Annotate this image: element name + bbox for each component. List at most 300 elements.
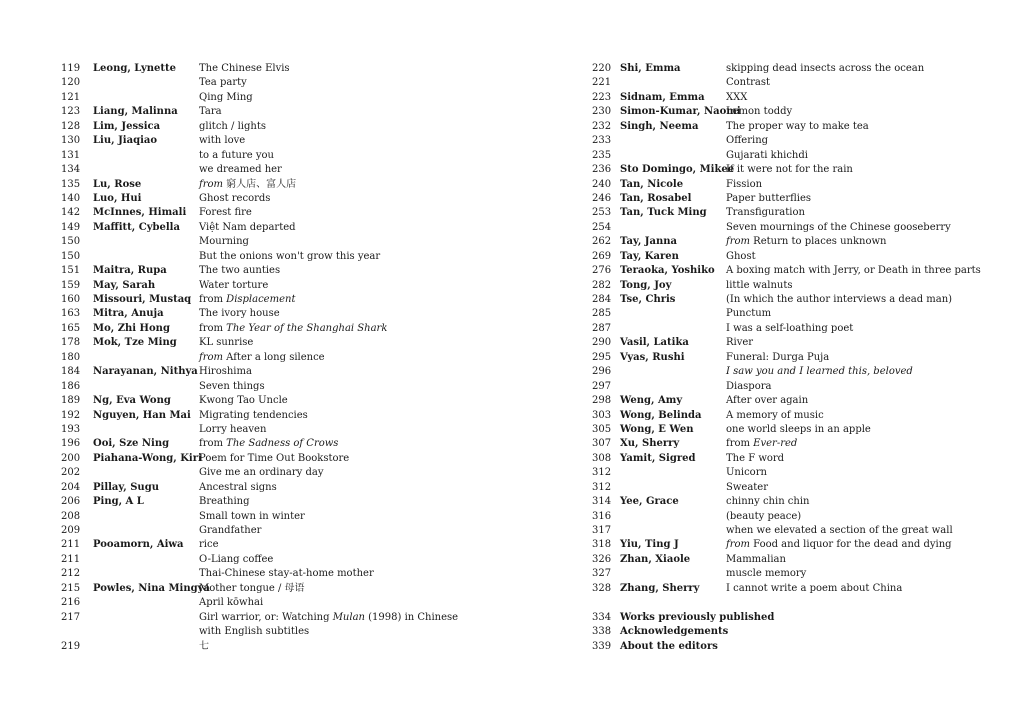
author-name: Acknowledgements: [620, 626, 729, 638]
author-name: Weng, Amy: [620, 395, 683, 407]
contents-row: [592, 567, 1012, 581]
contents-row: [592, 264, 1012, 278]
page-number: 296: [592, 366, 612, 378]
title-segment: After a long silence: [226, 351, 325, 363]
author-name: Vasil, Latika: [620, 337, 689, 349]
title-segment: Ghost: [726, 250, 756, 262]
poem-title: [726, 409, 824, 423]
page-number: 208: [61, 510, 81, 522]
author-name: Narayanan, Nithya: [93, 366, 198, 378]
poem-title: [199, 452, 349, 466]
page-number: 200: [61, 452, 81, 464]
page-number: 220: [592, 63, 612, 74]
poem-title: [199, 163, 282, 177]
poem-title: [199, 178, 296, 192]
poem-title: [726, 481, 768, 495]
title-segment: Mammalian: [726, 553, 786, 565]
poem-title: [199, 120, 266, 134]
author-name: Tan, Nicole: [620, 178, 684, 190]
author-name: Liu, Jiaqiao: [93, 135, 158, 147]
poem-title: [726, 178, 762, 192]
title-segment: Offering: [726, 135, 769, 147]
poem-title: [199, 495, 250, 509]
title-segment: Migrating tendencies: [199, 409, 308, 421]
contents-row: [61, 91, 481, 105]
author-name: Xu, Sherry: [620, 438, 680, 450]
title-segment: muscle memory: [726, 568, 807, 580]
page-number: 120: [61, 77, 81, 89]
title-segment: (1998) in Chinese: [364, 611, 459, 623]
page-number: 327: [592, 568, 612, 580]
page-number: 140: [61, 192, 81, 204]
page-number: 216: [61, 597, 81, 609]
contents-row: [61, 293, 481, 307]
author-name: Ooi, Sze Ning: [93, 438, 170, 450]
author-name: Singh, Neema: [620, 120, 699, 132]
contents-row: [592, 149, 1012, 163]
title-segment: Funeral: Durga Puja: [726, 351, 830, 363]
contents-row: [61, 322, 481, 336]
author-name: Mitra, Anuja: [93, 308, 164, 320]
contents-row: [592, 206, 1012, 220]
page-number: 284: [592, 294, 612, 305]
page-number: 290: [592, 337, 612, 349]
author-name: Nguyen, Han Mai: [93, 409, 191, 421]
page-number: 328: [592, 582, 612, 594]
poem-title: [726, 307, 771, 321]
page-number: 240: [592, 178, 612, 190]
page-number: 149: [61, 221, 81, 233]
title-segment: O-Liang coffee: [199, 553, 274, 565]
title-segment: 七: [199, 640, 209, 652]
contents-row: [592, 538, 1012, 552]
contents-row: [61, 596, 481, 610]
poem-title: [199, 538, 219, 552]
poem-title: [726, 163, 853, 177]
contents-row: [61, 611, 481, 625]
poem-title: [726, 538, 952, 552]
poem-title: [199, 394, 288, 408]
title-segment: Ghost records: [199, 192, 271, 204]
title-segment: from: [726, 539, 754, 551]
title-segment: River: [726, 337, 754, 349]
title-segment: from: [199, 351, 227, 363]
contents-row: [592, 380, 1012, 394]
page-number: 211: [61, 553, 81, 565]
poem-title: [726, 423, 871, 437]
contents-row: [592, 611, 1012, 625]
author-name: Tong, Joy: [620, 279, 672, 291]
page-number: 178: [61, 337, 81, 349]
contents-row: [61, 250, 481, 264]
title-segment: from: [726, 236, 754, 248]
contents-row: [592, 250, 1012, 264]
contents-row: [592, 91, 1012, 105]
poem-title: [199, 553, 273, 567]
poem-title: [199, 625, 309, 639]
contents-row: [592, 510, 1012, 524]
page-number: 223: [592, 91, 612, 103]
title-segment: Girl warrior, or: Watching: [199, 611, 333, 623]
title-segment: Return to places unknown: [753, 236, 887, 248]
contents-row: [61, 192, 481, 206]
title-segment: Fission: [726, 178, 763, 190]
page-number: 314: [592, 496, 612, 508]
contents-row: [61, 380, 481, 394]
page-number: 184: [61, 366, 81, 378]
contents-row: [61, 134, 481, 148]
page-number: 202: [61, 467, 81, 479]
page-number: 253: [592, 207, 612, 219]
author-name: Zhan, Xiaole: [620, 553, 691, 565]
page-number: 254: [592, 221, 612, 233]
title-segment: Give me an ordinary day: [199, 467, 324, 479]
poem-title: [199, 380, 265, 394]
author-name: Leong, Lynette: [93, 63, 177, 74]
title-segment: one world sleeps in an apple: [726, 423, 871, 435]
title-segment: rice: [199, 539, 219, 551]
poem-title: [199, 62, 290, 76]
title-segment: I cannot write a poem about China: [726, 582, 903, 594]
title-segment: skipping dead insects across the ocean: [726, 63, 925, 74]
author-name: Simon-Kumar, Naomi: [620, 106, 741, 118]
page-number: 316: [592, 510, 612, 522]
poem-title: [726, 553, 786, 567]
poem-title: [199, 466, 324, 480]
title-segment: Grandfather: [199, 525, 262, 536]
poem-title: [199, 336, 253, 350]
page-number: 180: [61, 351, 81, 363]
title-segment: Breathing: [199, 496, 250, 508]
contents-row: [592, 466, 1012, 480]
title-segment: little walnuts: [726, 279, 793, 291]
title-segment: Forest fire: [199, 207, 252, 219]
page-number: 307: [592, 438, 612, 450]
title-segment: If it were not for the rain: [726, 164, 853, 176]
page-number: 334: [592, 611, 612, 623]
poem-title: [199, 307, 280, 321]
page-number: 282: [592, 279, 612, 291]
contents-row: [61, 553, 481, 567]
poem-title: [199, 351, 325, 365]
author-name: Maffitt, Cybella: [93, 221, 180, 233]
contents-row: [61, 365, 481, 379]
contents-row: [61, 178, 481, 192]
title-segment: I was a self-loathing poet: [726, 322, 854, 334]
title-segment: Ancestral signs: [199, 481, 277, 493]
contents-row: [61, 221, 481, 235]
title-segment: to a future you: [199, 149, 274, 161]
contents-row: [592, 221, 1012, 235]
poem-title: [199, 582, 305, 596]
page-number: 128: [61, 120, 81, 132]
author-name: Piahana-Wong, Kiri: [93, 452, 202, 464]
poem-title: [726, 250, 756, 264]
poem-title: [199, 206, 252, 220]
title-segment: Mourning: [199, 236, 249, 248]
page-number: 236: [592, 164, 612, 176]
title-segment: Kwong Tao Uncle: [199, 395, 288, 407]
author-name: Tse, Chris: [620, 294, 676, 305]
author-name: McInnes, Himali: [93, 207, 187, 219]
title-segment: After over again: [726, 395, 809, 407]
author-name: Tay, Karen: [620, 250, 679, 262]
page-number: 246: [592, 192, 612, 204]
poem-title: [199, 105, 222, 119]
page-number: 130: [61, 135, 81, 147]
page-number: 215: [61, 582, 81, 594]
poem-title: [726, 495, 810, 509]
page-number: 219: [61, 640, 81, 652]
poem-title: [199, 423, 266, 437]
contents-row: [61, 279, 481, 293]
page-number: 186: [61, 380, 81, 392]
page-number: 150: [61, 236, 81, 248]
page-number: 142: [61, 207, 81, 219]
title-segment: from: [199, 322, 227, 334]
poem-title: [726, 105, 792, 119]
poem-title: [199, 640, 209, 654]
poem-title: [726, 134, 768, 148]
contents-row: [592, 553, 1012, 567]
author-name: Yee, Grace: [620, 496, 679, 508]
page-number: 211: [61, 539, 81, 551]
page-number: 196: [61, 438, 81, 450]
page-number: 131: [61, 149, 81, 161]
contents-row: [61, 120, 481, 134]
contents-row: [592, 625, 1012, 639]
page-number: 163: [61, 308, 81, 320]
author-name: Mok, Tze Ming: [93, 337, 177, 349]
contents-row: [592, 351, 1012, 365]
contents-row: [61, 538, 481, 552]
poem-title: [199, 567, 374, 581]
author-name: Shi, Emma: [620, 63, 681, 74]
page-number: 318: [592, 539, 612, 551]
title-segment: Sweater: [726, 481, 769, 493]
contents-row: [592, 163, 1012, 177]
author-name: Mo, Zhi Hong: [93, 322, 170, 334]
contents-row: [592, 336, 1012, 350]
poem-title: [199, 91, 253, 105]
poem-title: [726, 510, 801, 524]
page-number: 230: [592, 106, 612, 118]
title-segment: Qing Ming: [199, 91, 253, 103]
poem-title: [726, 351, 829, 365]
poem-title: [199, 293, 295, 307]
poem-title: [726, 365, 913, 379]
title-segment: glitch / lights: [199, 120, 266, 132]
author-name: Liang, Malinna: [93, 106, 178, 118]
page-number: 206: [61, 496, 81, 508]
author-name: Wong, E Wen: [620, 423, 694, 435]
poem-title: [199, 192, 270, 206]
title-segment: April kōwhai: [199, 597, 264, 609]
author-name: Ping, A L: [93, 496, 144, 508]
title-segment: Hiroshima: [199, 366, 252, 378]
contents-row: [61, 409, 481, 423]
page-number: 209: [61, 525, 81, 536]
page-number: 312: [592, 481, 612, 493]
contents-row: [61, 351, 481, 365]
contents-row: [592, 365, 1012, 379]
contents-row: [592, 178, 1012, 192]
title-segment: KL sunrise: [199, 337, 254, 349]
title-segment: Tara: [199, 106, 222, 118]
poem-title: [726, 394, 808, 408]
title-segment: Việt Nam departed: [199, 221, 296, 233]
page-number: 297: [592, 380, 612, 392]
title-segment: from: [199, 294, 227, 305]
title-segment: (beauty peace): [726, 510, 802, 522]
page-number: 326: [592, 553, 612, 565]
title-segment: The Year of the Shanghai Shark: [226, 322, 388, 334]
author-name: Vyas, Rushi: [620, 351, 685, 363]
poem-title: [726, 279, 792, 293]
page-number: 192: [61, 409, 81, 421]
contents-row: [61, 481, 481, 495]
poem-title: [726, 524, 953, 538]
title-segment: we dreamed her: [199, 164, 282, 176]
page-number: 123: [61, 106, 81, 118]
author-name: Yamit, Sigred: [620, 452, 696, 464]
poem-title: [726, 567, 806, 581]
contents-row: [61, 510, 481, 524]
contents-row: [61, 640, 481, 654]
poem-title: [726, 336, 753, 350]
contents-row: [61, 264, 481, 278]
author-name: Luo, Hui: [93, 192, 142, 204]
left-page-contents: [61, 62, 481, 654]
title-segment: Transfiguration: [726, 207, 805, 219]
contents-row: [592, 437, 1012, 451]
author-name: Maitra, Rupa: [93, 265, 167, 277]
page-number: 189: [61, 395, 81, 407]
author-name: Zhang, Sherry: [620, 582, 700, 594]
poem-title: [726, 293, 952, 307]
title-segment: Tea party: [199, 77, 247, 89]
poem-title: [199, 322, 387, 336]
title-segment: The proper way to make tea: [726, 120, 869, 132]
page-number: 339: [592, 640, 612, 652]
title-segment: (In which the author interviews a dead man): [726, 294, 953, 305]
contents-row: [592, 192, 1012, 206]
poem-title: [726, 380, 771, 394]
title-segment: Punctum: [726, 308, 772, 320]
contents-row: [592, 394, 1012, 408]
page-number: 295: [592, 351, 612, 363]
title-segment: The ivory house: [199, 308, 280, 320]
page-number: 165: [61, 322, 81, 334]
contents-row: [592, 640, 1012, 654]
contents-row: [61, 495, 481, 509]
author-name: Wong, Belinda: [620, 409, 702, 421]
contents-row: [61, 149, 481, 163]
contents-row: [592, 279, 1012, 293]
poem-title: [199, 437, 338, 451]
poem-title: [726, 322, 853, 336]
contents-row: [61, 76, 481, 90]
poem-title: [726, 264, 981, 278]
title-segment: Poem for Time Out Bookstore: [199, 452, 350, 464]
contents-row: [592, 524, 1012, 538]
page-number: 135: [61, 178, 81, 190]
contents-row: [592, 76, 1012, 90]
contents-row: [61, 452, 481, 466]
contents-row: [61, 466, 481, 480]
contents-row: [592, 293, 1012, 307]
page-number: 212: [61, 568, 81, 580]
page-number: 121: [61, 91, 81, 103]
author-name: Pooamorn, Aiwa: [93, 539, 184, 551]
contents-row: [61, 437, 481, 451]
contents-row: [592, 120, 1012, 134]
author-name: Tan, Tuck Ming: [620, 207, 707, 219]
poem-title: [726, 120, 869, 134]
contents-row: [61, 582, 481, 596]
poem-title: [726, 466, 767, 480]
title-segment: A memory of music: [726, 409, 824, 421]
title-segment: Water torture: [199, 279, 269, 291]
title-segment: Food and liquor for the dead and dying: [753, 539, 952, 551]
poem-title: [726, 437, 797, 451]
contents-row: [61, 163, 481, 177]
title-segment: from: [726, 438, 754, 450]
page-number: 305: [592, 423, 612, 435]
author-name: Missouri, Mustaq: [93, 294, 192, 305]
poem-title: [199, 510, 305, 524]
title-segment: The two aunties: [199, 265, 281, 277]
poem-title: [726, 76, 770, 90]
page-number: 312: [592, 467, 612, 479]
title-segment: Displacement: [226, 294, 296, 305]
page-number: 204: [61, 481, 81, 493]
page-number: 159: [61, 279, 81, 291]
contents-row: [592, 495, 1012, 509]
title-segment: Paper butterflies: [726, 192, 812, 204]
page-number: 287: [592, 322, 612, 334]
poem-title: [726, 221, 951, 235]
page-number: 221: [592, 77, 612, 89]
poem-title: [199, 365, 252, 379]
page-number: 317: [592, 525, 612, 536]
contents-row: [592, 307, 1012, 321]
poem-title: [199, 76, 247, 90]
contents-row: [592, 409, 1012, 423]
page-number: 233: [592, 135, 612, 147]
poem-title: [199, 250, 380, 264]
poem-title: [726, 452, 784, 466]
contents-row: [592, 235, 1012, 249]
title-segment: I saw you and I learned this, beloved: [726, 366, 913, 378]
title-segment: Small town in winter: [199, 510, 305, 522]
author-name: About the editors: [620, 640, 718, 652]
page-number: 235: [592, 149, 612, 161]
contents-row: [61, 307, 481, 321]
contents-row: [592, 423, 1012, 437]
poem-title: [726, 62, 924, 76]
author-name: Tan, Rosabel: [620, 192, 692, 204]
poem-title: [199, 235, 249, 249]
title-segment: Seven things: [199, 380, 265, 392]
contents-row: [592, 582, 1012, 596]
page-number: 134: [61, 164, 81, 176]
right-page-contents: [592, 62, 1012, 654]
page-number: 308: [592, 452, 612, 464]
page-number: 276: [592, 265, 612, 277]
author-name: Lu, Rose: [93, 178, 142, 190]
author-name: Pillay, Sugu: [93, 481, 159, 493]
